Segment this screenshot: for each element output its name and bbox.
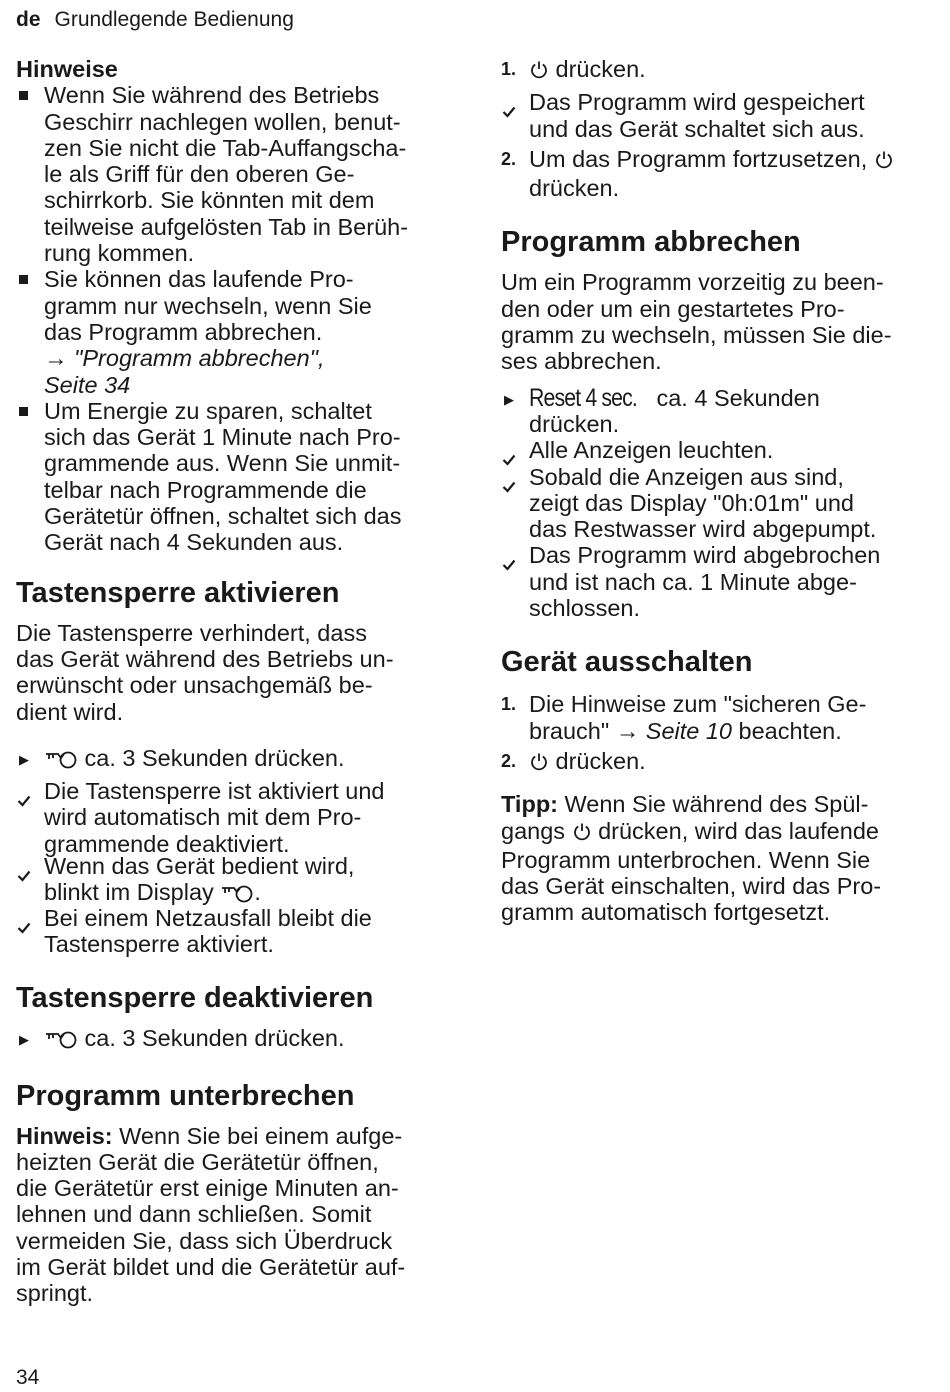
step-number: 2. (501, 148, 517, 169)
text-fragment: beachten. (732, 717, 842, 744)
cancel-intro (501, 269, 935, 374)
result-item (16, 778, 456, 857)
text-fragment: blinkt im Display (44, 879, 214, 906)
text-line: die Gerätetür erst einige Minuten an- (16, 1175, 399, 1202)
action-step (16, 1025, 456, 1054)
action-step (16, 745, 456, 774)
text-line: springt. (16, 1280, 94, 1307)
check-icon (17, 861, 45, 887)
text-line: Die Tastensperre verhindert, dass (16, 619, 367, 646)
text-line (529, 146, 935, 175)
text-line: Sie können das laufende Pro- (44, 266, 354, 293)
text-line: wird automatisch mit dem Pro- (44, 804, 362, 831)
text-line: Wenn Sie während des Betriebs (44, 82, 380, 109)
result-item (501, 89, 935, 142)
text-line: Wenn das Gerät bedient wird, (44, 853, 355, 880)
note-item (16, 398, 456, 556)
note-item (16, 266, 456, 397)
text-line: schlossen. (529, 595, 641, 622)
power-icon (529, 59, 549, 85)
text-line: dient wird. (16, 698, 124, 725)
text-line: le als Griff für den oberen Ge- (44, 161, 355, 188)
text-line: Um Energie zu sparen, schaltet (44, 397, 372, 424)
text-line: Um ein Programm vorzeitig zu been- (501, 269, 884, 296)
result-item (501, 542, 935, 621)
text-line: ses abbrechen. (501, 348, 662, 375)
text-line: Das Programm wird gespeichert (529, 89, 865, 116)
page-reference-link[interactable]: Seite 10 (639, 717, 732, 744)
text-line: grammende deaktiviert. (44, 830, 290, 857)
text-line (501, 791, 935, 817)
text-line: schirrkorb. Sie könnten mit dem (44, 187, 375, 214)
cross-reference-link[interactable] (44, 345, 456, 371)
result-item (16, 853, 456, 909)
step-number: 1. (501, 694, 517, 715)
text-line: zeigt das Display "0h:01m" und (529, 489, 854, 516)
result-item (501, 464, 935, 543)
text-line: Programm unterbrochen. Wenn Sie (501, 846, 871, 873)
tip-label: Tipp: (501, 791, 558, 818)
text-line: drücken. (529, 410, 620, 437)
heading-lock-off: Tastensperre deaktivieren (16, 982, 374, 1015)
triangle-right-icon: ▶ (504, 391, 514, 407)
numbered-step (501, 146, 935, 202)
triangle-right-icon: ▶ (19, 1032, 29, 1048)
text-line: gramm automatisch fortgesetzt. (501, 899, 831, 926)
text-line: den oder um ein gestartetes Pro- (501, 295, 845, 322)
text-line: Gerät nach 4 Sekunden aus. (44, 529, 344, 556)
text-fragment: ca. 4 Sekunden (649, 384, 820, 411)
text-line: Bei einem Netzausfall bleibt die (44, 904, 372, 931)
square-bullet-icon (16, 82, 44, 108)
check-icon (502, 97, 530, 123)
section-title: Grundlegende Bedienung (54, 8, 294, 31)
square-bullet-icon (16, 266, 44, 292)
text-line: das Gerät während des Betriebs un- (16, 645, 394, 672)
text-fragment: Wenn Sie bei einem aufge- (112, 1122, 403, 1149)
cross-reference-page[interactable] (44, 372, 456, 398)
text-line: Gerätetür öffnen, schaltet sich das (44, 503, 402, 530)
check-icon (17, 786, 45, 812)
page-number: 34 (16, 1366, 40, 1389)
text-line (501, 818, 935, 847)
power-icon (572, 821, 592, 847)
text-line: Alle Anzeigen leuchten. (529, 437, 774, 464)
ref-page-text: Seite 34 (44, 371, 131, 398)
note-label: Hinweis: (16, 1122, 113, 1149)
key-lock-icon (44, 748, 78, 774)
key-lock-icon (44, 1028, 78, 1054)
text-line: Geschirr nachlegen wollen, benut- (44, 108, 401, 135)
check-icon (502, 550, 530, 576)
text-line: Die Tastensperre ist aktiviert und (44, 778, 385, 805)
text-line: telbar nach Programmende die (44, 476, 367, 503)
text-line: drücken. (529, 175, 620, 202)
step-text: drücken. (549, 56, 646, 82)
step-text: ca. 3 Sekunden drücken. (84, 1025, 345, 1052)
text-line: erwünscht oder unsachgemäß be- (16, 672, 373, 699)
text-line: zen Sie nicht die Tab-Auffangscha- (44, 134, 407, 161)
note-text (44, 398, 456, 556)
interrupt-note (16, 1123, 456, 1307)
text-fragment: Wenn Sie während des Spül- (558, 791, 869, 818)
text-line: lehnen und dann schließen. Somit (16, 1201, 372, 1228)
text-line: Sobald die Anzeigen aus sind, (529, 463, 844, 490)
text-line: sich das Gerät 1 Minute nach Pro- (44, 424, 401, 451)
numbered-step (501, 748, 935, 777)
note-item (16, 82, 456, 266)
power-icon (874, 149, 894, 175)
step-text: drücken. (549, 747, 646, 774)
heading-interrupt: Programm unterbrechen (16, 1079, 355, 1112)
text-line: heizten Gerät die Gerätetür öffnen, (16, 1148, 379, 1175)
numbered-step (501, 691, 935, 744)
text-line: das Programm abbrechen. (44, 318, 323, 345)
text-line: Die Hinweise zum "sicheren Ge- (529, 691, 867, 718)
check-icon (17, 913, 45, 939)
step-text: ca. 3 Sekunden drücken. (84, 744, 345, 771)
text-line: und das Gerät schaltet sich aus. (529, 115, 865, 142)
text-line: Tastensperre aktiviert. (44, 930, 274, 957)
heading-switch-off: Gerät ausschalten (501, 646, 753, 679)
text-line: im Gerät bildet und die Gerätetür auf- (16, 1253, 406, 1280)
arrow-icon: → (615, 717, 640, 744)
action-step (501, 385, 935, 438)
text-line: gramm zu wechseln, müssen Sie die- (501, 322, 892, 349)
text-line: vermeiden Sie, dass sich Überdruck (16, 1227, 393, 1254)
result-item (16, 905, 456, 958)
triangle-right-icon: ▶ (19, 751, 29, 767)
step-number: 2. (501, 750, 517, 771)
text-fragment: gangs (501, 817, 572, 844)
right-column (501, 56, 935, 926)
text-line (529, 718, 935, 744)
arrow-icon: → (44, 345, 68, 372)
text-line: grammende aus. Wenn Sie unmit- (44, 450, 401, 477)
text-line: blinkt im Display . (44, 879, 456, 908)
note-text (44, 266, 456, 397)
page-header (16, 8, 294, 32)
text-line: und ist nach ca. 1 Minute abge- (529, 568, 857, 595)
heading-lock-on: Tastensperre aktivieren (16, 576, 340, 609)
heading-cancel: Programm abbrechen (501, 226, 801, 259)
text-fragment: brauch" (529, 717, 616, 744)
check-icon (502, 472, 530, 498)
text-line: das Gerät einschalten, wird das Pro- (501, 873, 882, 900)
notes-title: Hinweise (16, 56, 118, 82)
text-fragment: drücken, wird das laufende (591, 817, 879, 844)
text-line: das Restwasser wird abgepumpt. (529, 516, 877, 543)
language-code: de (16, 8, 41, 31)
text-line (529, 385, 935, 411)
text-line (16, 1123, 456, 1149)
text-line: gramm nur wechseln, wenn Sie (44, 292, 372, 319)
reset-key-label: Reset 4 sec. (529, 383, 637, 412)
ref-text: "Programm abbrechen", (74, 345, 325, 372)
tip-block (501, 791, 935, 925)
lock-on-intro (16, 620, 456, 725)
text-line: teilweise aufgelösten Tab in Berüh- (44, 213, 409, 240)
text-line: rung kommen. (44, 240, 195, 267)
text-fragment: Um das Programm fortzusetzen, (529, 145, 868, 172)
power-icon (529, 751, 549, 777)
left-column (16, 56, 456, 1307)
square-bullet-icon (16, 398, 44, 424)
text-line: Das Programm wird abgebrochen (529, 542, 881, 569)
note-text (44, 82, 456, 266)
numbered-step (501, 56, 935, 85)
result-item (501, 437, 935, 463)
step-number: 1. (501, 59, 517, 79)
